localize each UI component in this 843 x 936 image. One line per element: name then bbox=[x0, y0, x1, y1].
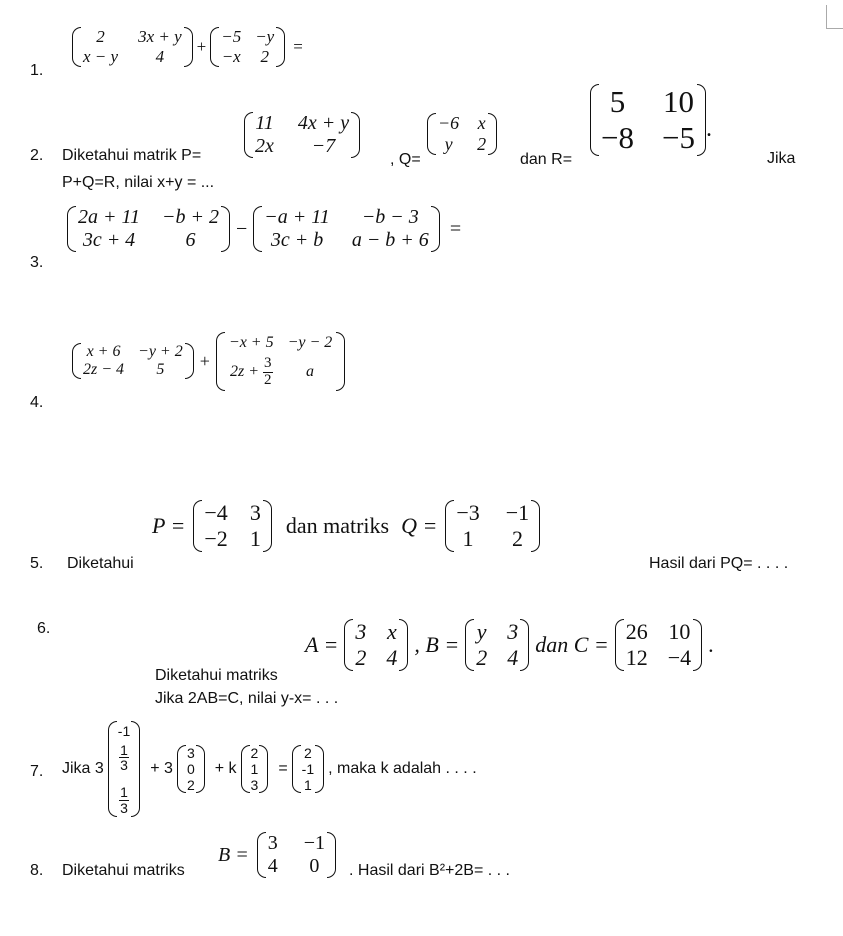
vector-cell: 1 bbox=[250, 761, 259, 777]
problem-text: , maka k adalah . . . . bbox=[328, 760, 477, 777]
vector-cell: 3 bbox=[250, 777, 259, 793]
page-corner-mark bbox=[826, 5, 843, 29]
problem-text: dan matriks bbox=[285, 513, 390, 538]
b-label: , B = bbox=[414, 632, 460, 657]
vector-p7-4 bbox=[292, 745, 324, 793]
problem-text: dan R= bbox=[520, 151, 573, 168]
vector-cell: 2 bbox=[304, 745, 312, 761]
matrix-cell: 11 bbox=[255, 112, 274, 134]
c-label: dan C = bbox=[535, 632, 609, 657]
matrix-cell: 12 bbox=[625, 645, 648, 670]
matrix-cell: −8 bbox=[601, 120, 634, 155]
matrix-cell: −3 bbox=[456, 500, 480, 525]
vector-cell: -1 bbox=[117, 722, 131, 739]
matrix-cell: 1 bbox=[249, 526, 261, 551]
matrix-p2-R bbox=[590, 84, 706, 156]
matrix-cell: 2x bbox=[255, 135, 274, 157]
matrix-cell: −7 bbox=[311, 135, 336, 157]
problem-text: Diketahui matrik P= bbox=[62, 147, 202, 164]
problem-text: P+Q=R, nilai x+y = ... bbox=[62, 174, 215, 191]
matrix-cell: y bbox=[444, 134, 453, 154]
matrix-cell: −a + 11 bbox=[264, 206, 330, 228]
matrix-cell: x bbox=[387, 619, 397, 644]
matrix-cell: −b − 3 bbox=[361, 206, 419, 228]
a-label: A = bbox=[305, 632, 339, 657]
problem-number: 8. bbox=[30, 862, 44, 879]
matrix-cell: −y bbox=[255, 27, 275, 46]
vector-cell: 2 bbox=[186, 777, 195, 793]
matrix-cell: −6 bbox=[438, 113, 460, 133]
matrix-cell: −5 bbox=[661, 120, 695, 155]
problem-text: = bbox=[278, 760, 288, 777]
matrix-cell: 3x + y bbox=[138, 27, 182, 46]
matrix-cell: 2z − 4 bbox=[83, 361, 125, 379]
matrix-cell: x + 6 bbox=[86, 343, 121, 361]
matrix-cell: −5 bbox=[221, 27, 242, 46]
problem-number: 2. bbox=[30, 147, 44, 164]
problem-text: Jika bbox=[767, 150, 796, 167]
matrix-cell: 4 bbox=[507, 645, 519, 670]
matrix-cell: 4 bbox=[267, 855, 278, 877]
matrix-cell: 2 bbox=[96, 27, 105, 46]
problem-number: 7. bbox=[30, 763, 44, 780]
matrix-cell: 1 bbox=[462, 526, 474, 551]
problem-number: 6. bbox=[37, 620, 51, 637]
q-label: Q = bbox=[401, 513, 438, 538]
matrix-p6-B bbox=[465, 619, 529, 671]
matrix-cell: −1 bbox=[303, 832, 325, 854]
vector-p7-1 bbox=[108, 721, 140, 818]
matrix-p1-a bbox=[72, 27, 193, 67]
matrix-cell: a bbox=[305, 363, 314, 381]
equals-sign: = bbox=[293, 37, 303, 56]
matrix-cell: −4 bbox=[667, 645, 692, 670]
matrix-cell: 3 bbox=[355, 619, 367, 644]
matrix-cell: 4x + y bbox=[297, 112, 350, 134]
plus-sign: + bbox=[199, 350, 210, 371]
matrix-cell: −y + 2 bbox=[138, 343, 183, 361]
vector-cell: 2 bbox=[250, 745, 259, 761]
vector-cell: 3 bbox=[186, 745, 195, 761]
problem-number: 5. bbox=[30, 555, 44, 572]
matrix-cell: −y − 2 bbox=[287, 334, 333, 351]
matrix-cell: 5 bbox=[156, 361, 165, 379]
matrix-cell: 10 bbox=[662, 84, 694, 119]
problem-text: , Q= bbox=[390, 151, 421, 168]
problem-number: 3. bbox=[30, 254, 44, 271]
matrix-cell: −2 bbox=[204, 526, 228, 551]
matrix-cell: x − y bbox=[83, 47, 119, 66]
matrix-p2-P bbox=[244, 112, 360, 158]
matrix-cell: −x bbox=[221, 47, 241, 66]
matrix-cell: 4 bbox=[155, 47, 165, 66]
matrix-cell: a − b + 6 bbox=[351, 229, 429, 251]
vector-cell: -1 bbox=[301, 761, 315, 777]
matrix-cell: −4 bbox=[204, 500, 228, 525]
vector-p7-3 bbox=[241, 745, 269, 793]
matrix-p3-b bbox=[253, 206, 440, 252]
problem-text: . Hasil dari B²+2B= . . . bbox=[349, 862, 510, 879]
matrix-p4-a bbox=[72, 343, 194, 379]
problem-text: + k bbox=[214, 760, 237, 777]
matrix-cell: x bbox=[477, 113, 486, 133]
matrix-cell: 3 bbox=[507, 619, 519, 644]
equals-sign: = bbox=[449, 217, 462, 240]
p-label: P = bbox=[152, 513, 186, 538]
matrix-cell: 2 bbox=[355, 645, 367, 670]
problem-text: + 3 bbox=[150, 760, 173, 777]
fraction: $\frac{1}{3}$ bbox=[120, 741, 128, 774]
matrix-p1-b bbox=[210, 27, 285, 67]
matrix-cell: 3 bbox=[267, 832, 278, 854]
vector-cell: 0 bbox=[186, 761, 195, 777]
problem-text: Jika 2AB=C, nilai y-x= . . . bbox=[155, 690, 339, 707]
matrix-cell: −x + 5 bbox=[228, 334, 274, 351]
matrix-cell: 2 bbox=[511, 526, 523, 551]
matrix-cell: 2 bbox=[477, 134, 487, 154]
matrix-cell: 2 bbox=[260, 47, 269, 66]
matrix-cell: y bbox=[476, 619, 487, 644]
problem-text: Diketahui matriks bbox=[62, 862, 185, 879]
matrix-cell: 5 bbox=[609, 84, 626, 119]
matrix-cell: 3 bbox=[249, 500, 261, 525]
minus-sign: − bbox=[236, 217, 248, 240]
matrix-p5-Q bbox=[445, 500, 540, 552]
problem-text: Diketahui matriks bbox=[155, 667, 278, 684]
matrix-p6-C bbox=[615, 619, 702, 671]
matrix-cell: 0 bbox=[309, 855, 320, 877]
fraction: $\frac{1}{3}$ bbox=[120, 784, 128, 816]
problem-number: 4. bbox=[30, 394, 44, 411]
matrix-cell: 3c + 4 bbox=[82, 229, 136, 251]
problem-text: Hasil dari PQ= . . . . bbox=[649, 555, 789, 572]
vector-cell: 1 bbox=[304, 777, 312, 793]
matrix-p4-b bbox=[216, 332, 345, 391]
matrix-cell: 6 bbox=[185, 229, 196, 251]
matrix-cell: 2z + $\frac{3}{2}$ bbox=[229, 355, 272, 388]
matrix-cell: 2a + 11 bbox=[78, 206, 141, 228]
fraction: $\frac{3}{2}$ bbox=[264, 355, 272, 388]
matrix-p2-Q bbox=[427, 113, 497, 155]
problem-text: Jika 3 bbox=[62, 760, 104, 777]
matrix-cell: −1 bbox=[505, 500, 530, 525]
matrix-p3-a bbox=[67, 206, 230, 252]
matrix-cell: 10 bbox=[668, 619, 691, 644]
plus-sign: + bbox=[196, 37, 207, 56]
matrix-p6-A bbox=[344, 619, 408, 671]
matrix-cell: 26 bbox=[625, 619, 648, 644]
problem-number: 1. bbox=[30, 62, 44, 79]
matrix-p5-P bbox=[193, 500, 271, 552]
problem-text: Diketahui bbox=[67, 555, 134, 572]
matrix-cell: 4 bbox=[386, 645, 398, 670]
matrix-cell: 2 bbox=[476, 645, 488, 670]
matrix-p8-B bbox=[257, 832, 336, 878]
b-label: B = bbox=[218, 843, 249, 866]
matrix-cell: 3c + b bbox=[270, 229, 324, 251]
vector-p7-2 bbox=[177, 745, 205, 793]
matrix-cell: −b + 2 bbox=[162, 206, 220, 228]
